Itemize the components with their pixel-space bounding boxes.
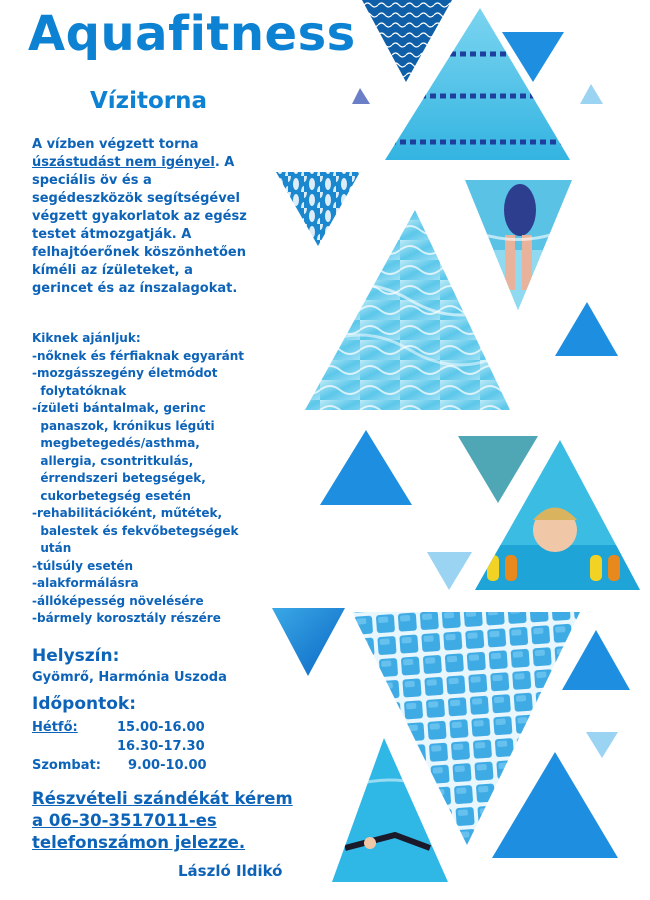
list-item: érrendszeri betegségek,: [32, 471, 206, 485]
schedule-row: [32, 756, 232, 775]
intro-line: kíméli az ízületeket, a: [32, 263, 193, 278]
list-item: megbetegedés/asthma,: [32, 436, 200, 450]
intro-line-rest: . A: [214, 155, 235, 170]
list-item: -túlsúly esetén: [32, 558, 134, 573]
signature: László Ildikó: [178, 862, 283, 880]
intro-line: végzett gyakorlatok az egész: [32, 209, 247, 224]
intro-line: testet átmozgatják. A: [32, 227, 192, 242]
schedule-day: Szombat:: [32, 758, 101, 773]
contact-line: telefonszámon jelezze.: [32, 833, 246, 852]
location-value: Gyömrő, Harmónia Uszoda: [32, 670, 227, 685]
contact-line: Részvételi szándékát kérem: [32, 789, 293, 808]
location-heading: Helyszín:: [32, 646, 120, 666]
page-title: Aquafitness: [28, 6, 356, 62]
schedule-time: 16.30-17.30: [117, 739, 205, 754]
list-item: -alakformálásra: [32, 576, 139, 590]
intro-emphasis: úszástudást nem igényel: [32, 155, 215, 170]
schedule-table: [32, 718, 232, 775]
list-item: -rehabilitációként, műtétek,: [32, 506, 223, 520]
list-item: -állóképesség növelésére: [32, 593, 204, 608]
intro-paragraph: [32, 136, 264, 298]
intro-line: segédeszközök segítségével: [32, 191, 240, 206]
intro-line: [32, 154, 264, 172]
list-item: -ízületi bántalmak, gerinc: [32, 401, 206, 415]
recommendations-heading: Kiknek ajánljuk:: [32, 331, 141, 345]
list-item: balestek és fekvőbetegségek: [32, 523, 239, 538]
schedule-time: 15.00-16.00: [117, 720, 205, 735]
contact-phone-line: a 06-30-3517011-es: [32, 811, 217, 830]
list-item: cukorbetegség esetén: [32, 488, 191, 503]
list-item: allergia, csontritkulás,: [32, 453, 194, 468]
page-subtitle: Vízitorna: [90, 88, 207, 114]
intro-line: gerincet és az ínszalagokat.: [32, 281, 238, 296]
list-item: folytatóknak: [32, 383, 127, 398]
intro-line: A vízben végzett torna: [32, 137, 199, 152]
contact-call-to-action: [32, 788, 293, 854]
schedule-heading: Időpontok:: [32, 694, 137, 714]
list-item: panaszok, krónikus légúti: [32, 418, 215, 433]
list-item: -bármely korosztály részére: [32, 611, 221, 625]
intro-line: speciális öv és a: [32, 173, 152, 188]
intro-line: felhajtóerőnek köszönhetően: [32, 245, 246, 260]
list-item: után: [32, 541, 72, 555]
recommendations-list: [32, 330, 277, 628]
schedule-day: Hétfő:: [32, 720, 78, 735]
schedule-row: [32, 737, 232, 756]
schedule-time: 9.00-10.00: [128, 758, 207, 773]
schedule-row: [32, 718, 232, 737]
list-item: -nőknek és férfiaknak egyaránt: [32, 348, 245, 363]
list-item: -mozgásszegény életmódot: [32, 366, 218, 380]
